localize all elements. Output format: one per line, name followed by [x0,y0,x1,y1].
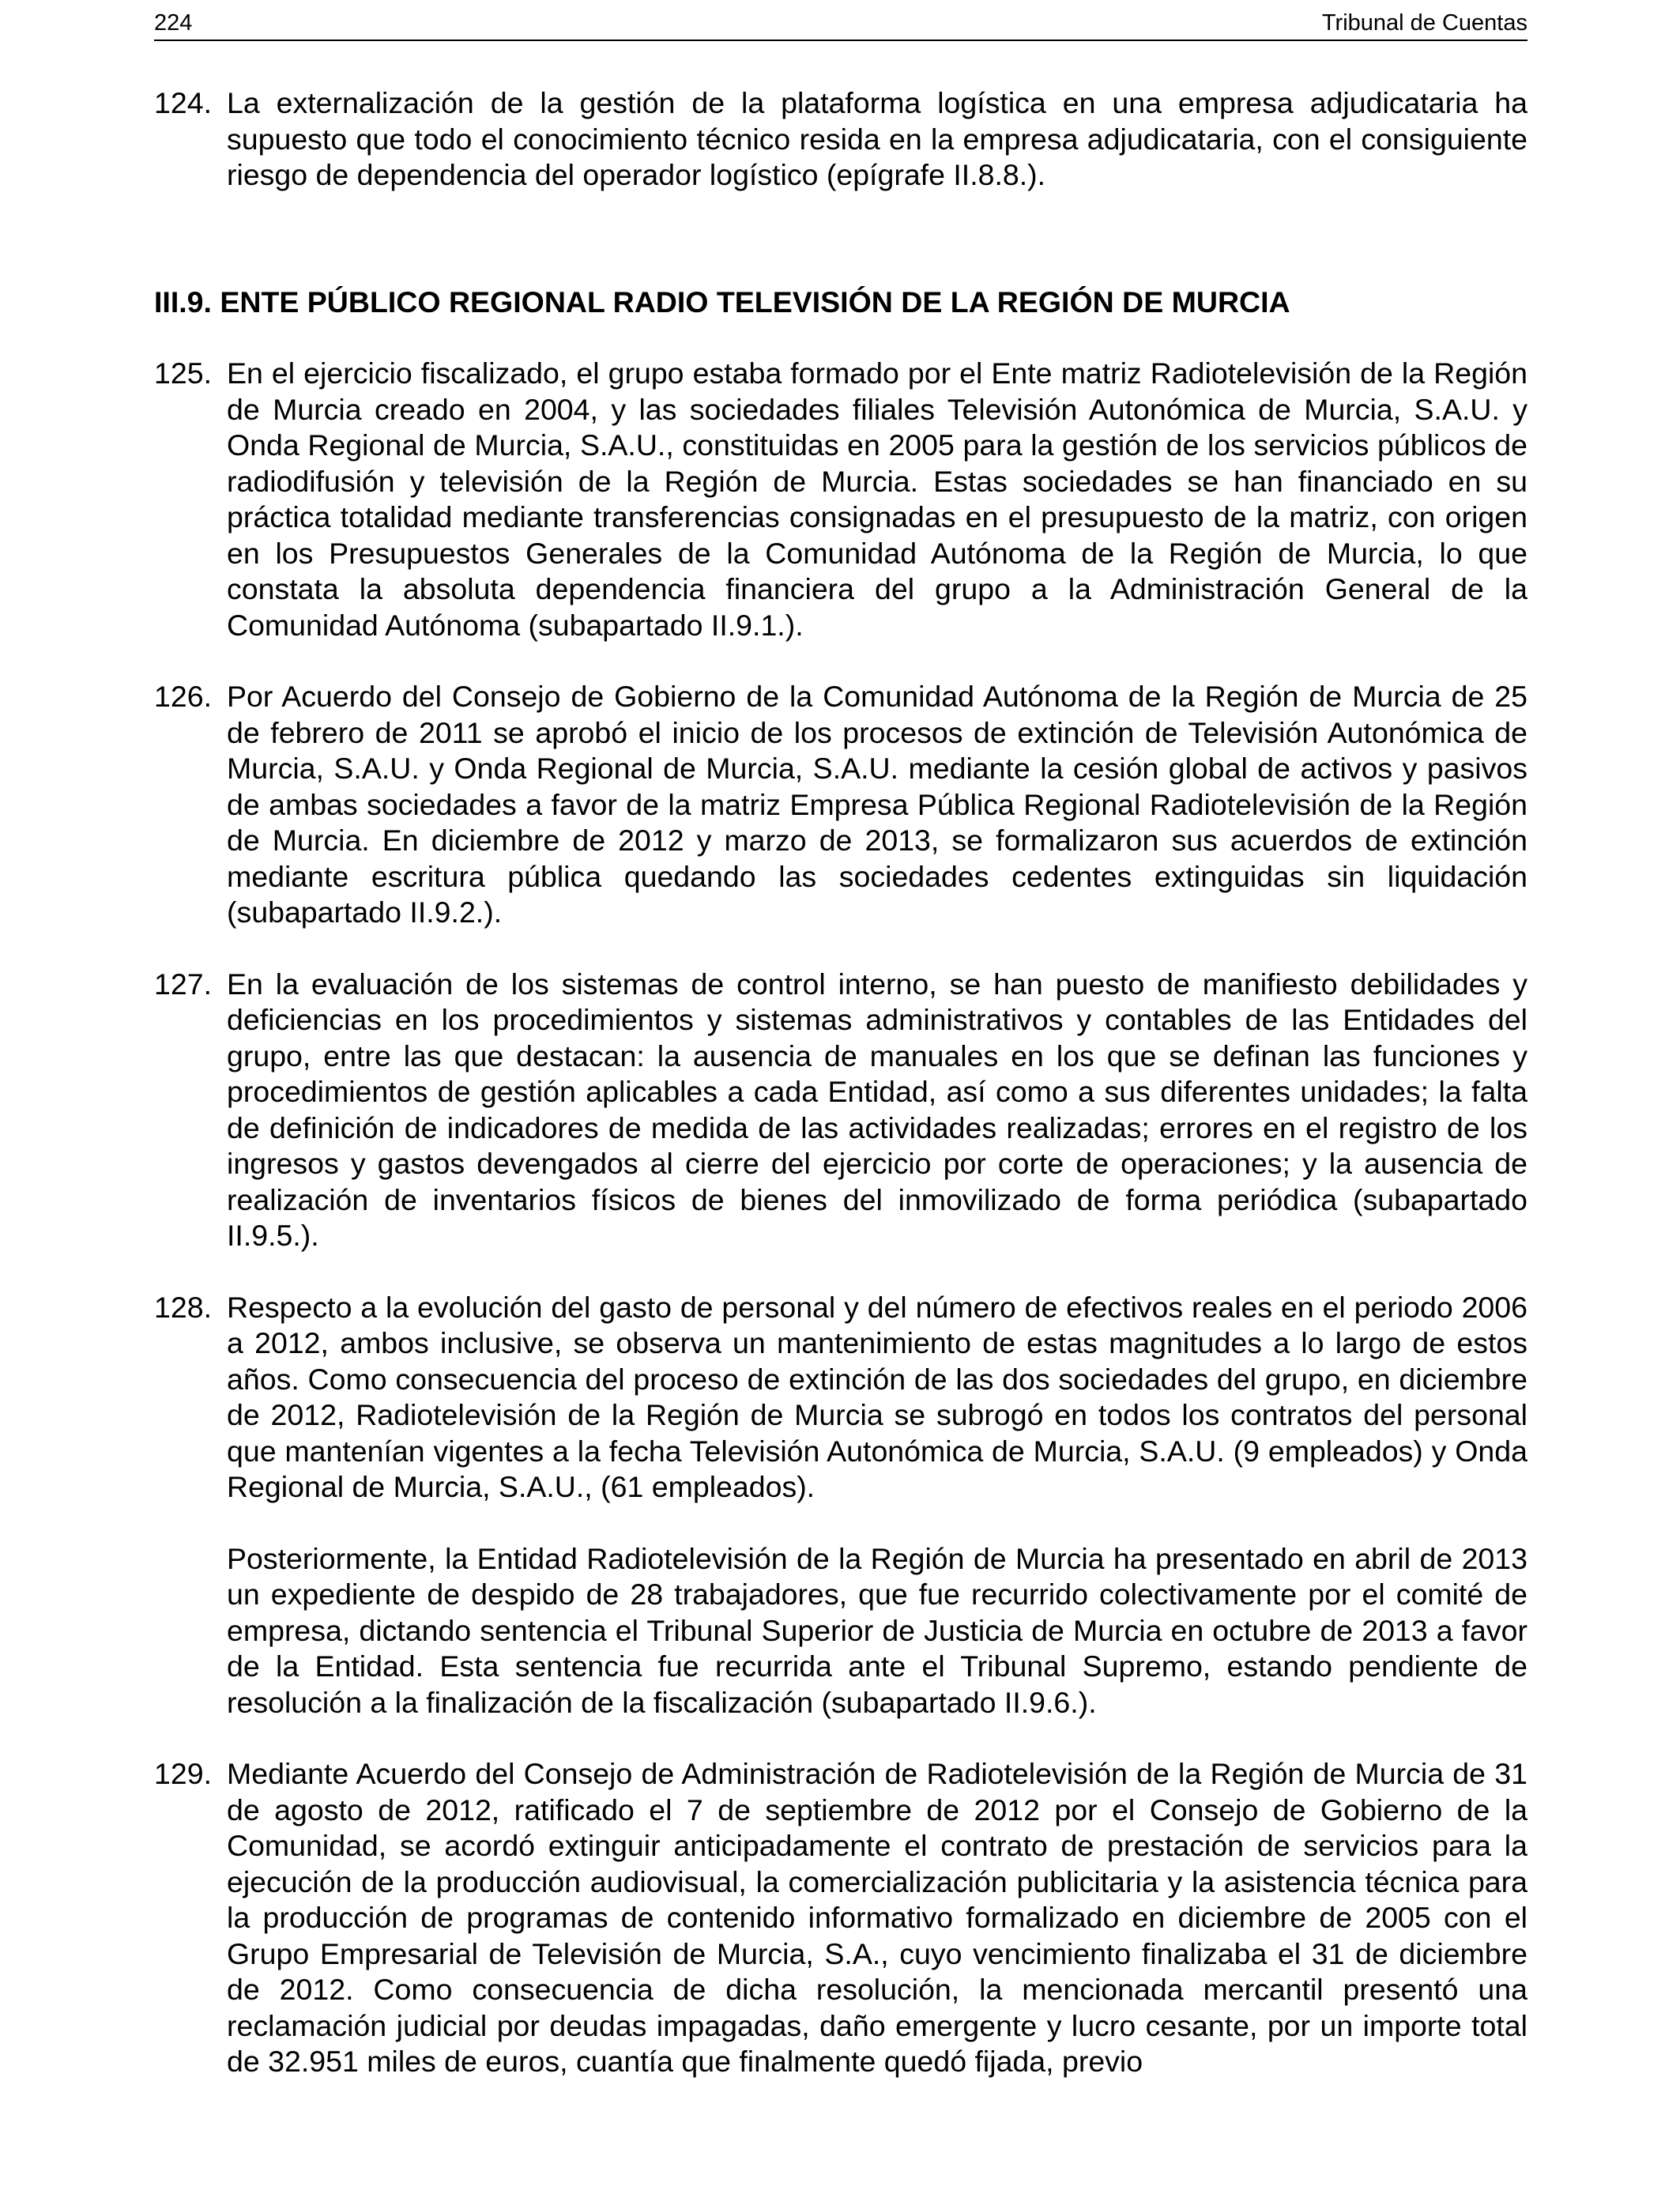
paragraph-text: Por Acuerdo del Consejo de Gobierno de la Comunidad Autónoma de la Región de Murcia de 25 de febrero de 2011 se aprobó el inicio de los procesos de extinción de Televisión Autonómica de Murcia, S.A.U. y Onda Regional de Murcia, S.A.U. mediante la cesión global de activos y pasivos de ambas sociedades a favor de la matriz Empresa Pública Regional Radiotelevisión de la Región de Murcia. En diciembre de 2012 y marzo de 2013, se formalizaron sus acuerdos de extinción mediante escritura pública quedando las sociedades cedentes extinguidas sin liquidación (subapartado II.9.2.). [227,680,1527,929]
paragraph-126 [154,679,1527,931]
paragraph-text: Respecto a la evolución del gasto de personal y del número de efectivos reales en el periodo 2006 a 2012, ambos inclusive, se observa un mantenimiento de estas magnitudes a lo largo de estos años. Como consecuencia del proceso de extinción de las dos sociedades del grupo, en diciembre de 2012, Radiotelevisión de la Región de Murcia se subrogó en todos los contratos del personal que mantenían vigentes a la fecha Televisión Autonómica de Murcia, S.A.U. (9 empleados) y Onda Regional de Murcia, S.A.U., (61 empleados). [227,1290,1527,1503]
paragraph-128 [154,1290,1527,1506]
paragraph-number: 126. [154,680,212,713]
paragraph-text: Mediante Acuerdo del Consejo de Administración de Radiotelevisión de la Región de Murcia de 31 de agosto de 2012, ratificado el 7 de septiembre de 2012 por el Consejo de Gobierno de la Comunidad, se acordó extinguir anticipadamente el contrato de prestación de servicios para la ejecución de la producción audiovisual, la comercialización publicitaria y la asistencia técnica para la producción de programas de contenido informativo formalizado en diciembre de 2005 con el Grupo Empresarial de Televisión de Murcia, S.A., cuyo vencimiento finalizaba el 31 de diciembre de 2012. Como consecuencia de dicha resolución, la mencionada mercantil presentó una reclamación judicial por deudas impagadas, daño emergente y lucro cesante, por un importe total de 32.951 miles de euros, cuantía que finalmente quedó fijada, previo [227,1757,1527,2078]
paragraph-124 [154,85,1527,194]
paragraph-127 [154,967,1527,1254]
paragraph-125 [154,356,1527,643]
document-body [154,85,1527,2080]
paragraph-number: 125. [154,356,212,390]
page-number: 224 [154,10,193,36]
paragraph-number: 124. [154,86,212,119]
section-heading: III.9. ENTE PÚBLICO REGIONAL RADIO TELEVISIÓN DE LA REGIÓN DE MURCIA [154,285,1290,319]
paragraph-text: La externalización de la gestión de la plataforma logística en una empresa adjudicataria ha supuesto que todo el conocimiento técnico resida en la empresa adjudicataria, con el consiguiente riesgo de dependencia del operador logístico (epígrafe II.8.8.). [227,86,1527,191]
paragraph-number: 128. [154,1290,212,1324]
header-organization: Tribunal de Cuentas [1321,10,1527,36]
paragraph-number: 129. [154,1757,212,1790]
paragraph-number: 127. [154,967,212,1001]
paragraph-129 [154,1756,1527,2080]
paragraph-text: En el ejercicio fiscalizado, el grupo estaba formado por el Ente matriz Radiotelevisión de la Región de Murcia creado en 2004, y las sociedades filiales Televisión Autonómica de Murcia, S.A.U. y Onda Regional de Murcia, S.A.U., constituidas en 2005 para la gestión de los servicios públicos de radiodifusión y televisión de la Región de Murcia. Estas sociedades se han financiado en su práctica totalidad mediante transferencias consignadas en el presupuesto de la matriz, con origen en los Presupuestos Generales de la Comunidad Autónoma de la Región de Murcia, lo que constata la absoluta dependencia financiera del grupo a la Administración General de la Comunidad Autónoma (subapartado II.9.1.). [227,356,1527,642]
paragraph-128-continuation [154,1541,1527,1721]
paragraph-text: Posteriormente, la Entidad Radiotelevisión de la Región de Murcia ha presentado en abril de 2013 un expediente de despido de 28 trabajadores, que fue recurrido colectivamente por el comité de empresa, dictando sentencia el Tribunal Superior de Justicia de Murcia en octubre de 2013 a favor de la Entidad. Esta sentencia fue recurrida ante el Tribunal Supremo, estando pendiente de resolución a la finalización de la fiscalización (subapartado II.9.6.). [227,1541,1527,1719]
page-header [154,6,1527,41]
paragraph-text: En la evaluación de los sistemas de control interno, se han puesto de manifiesto debilidades y deficiencias en los procedimientos y sistemas administrativos y contables de las Entidades del grupo, entre las que destacan: la ausencia de manuales en los que se definan las funciones y procedimientos de gestión aplicables a cada Entidad, así como a sus diferentes unidades; la falta de definición de indicadores de medida de las actividades realizadas; errores en el registro de los ingresos y gastos devengados al cierre del ejercicio por corte de operaciones; y la ausencia de realización de inventarios físicos de bienes del inmovilizado de forma periódica (subapartado II.9.5.). [227,967,1527,1252]
